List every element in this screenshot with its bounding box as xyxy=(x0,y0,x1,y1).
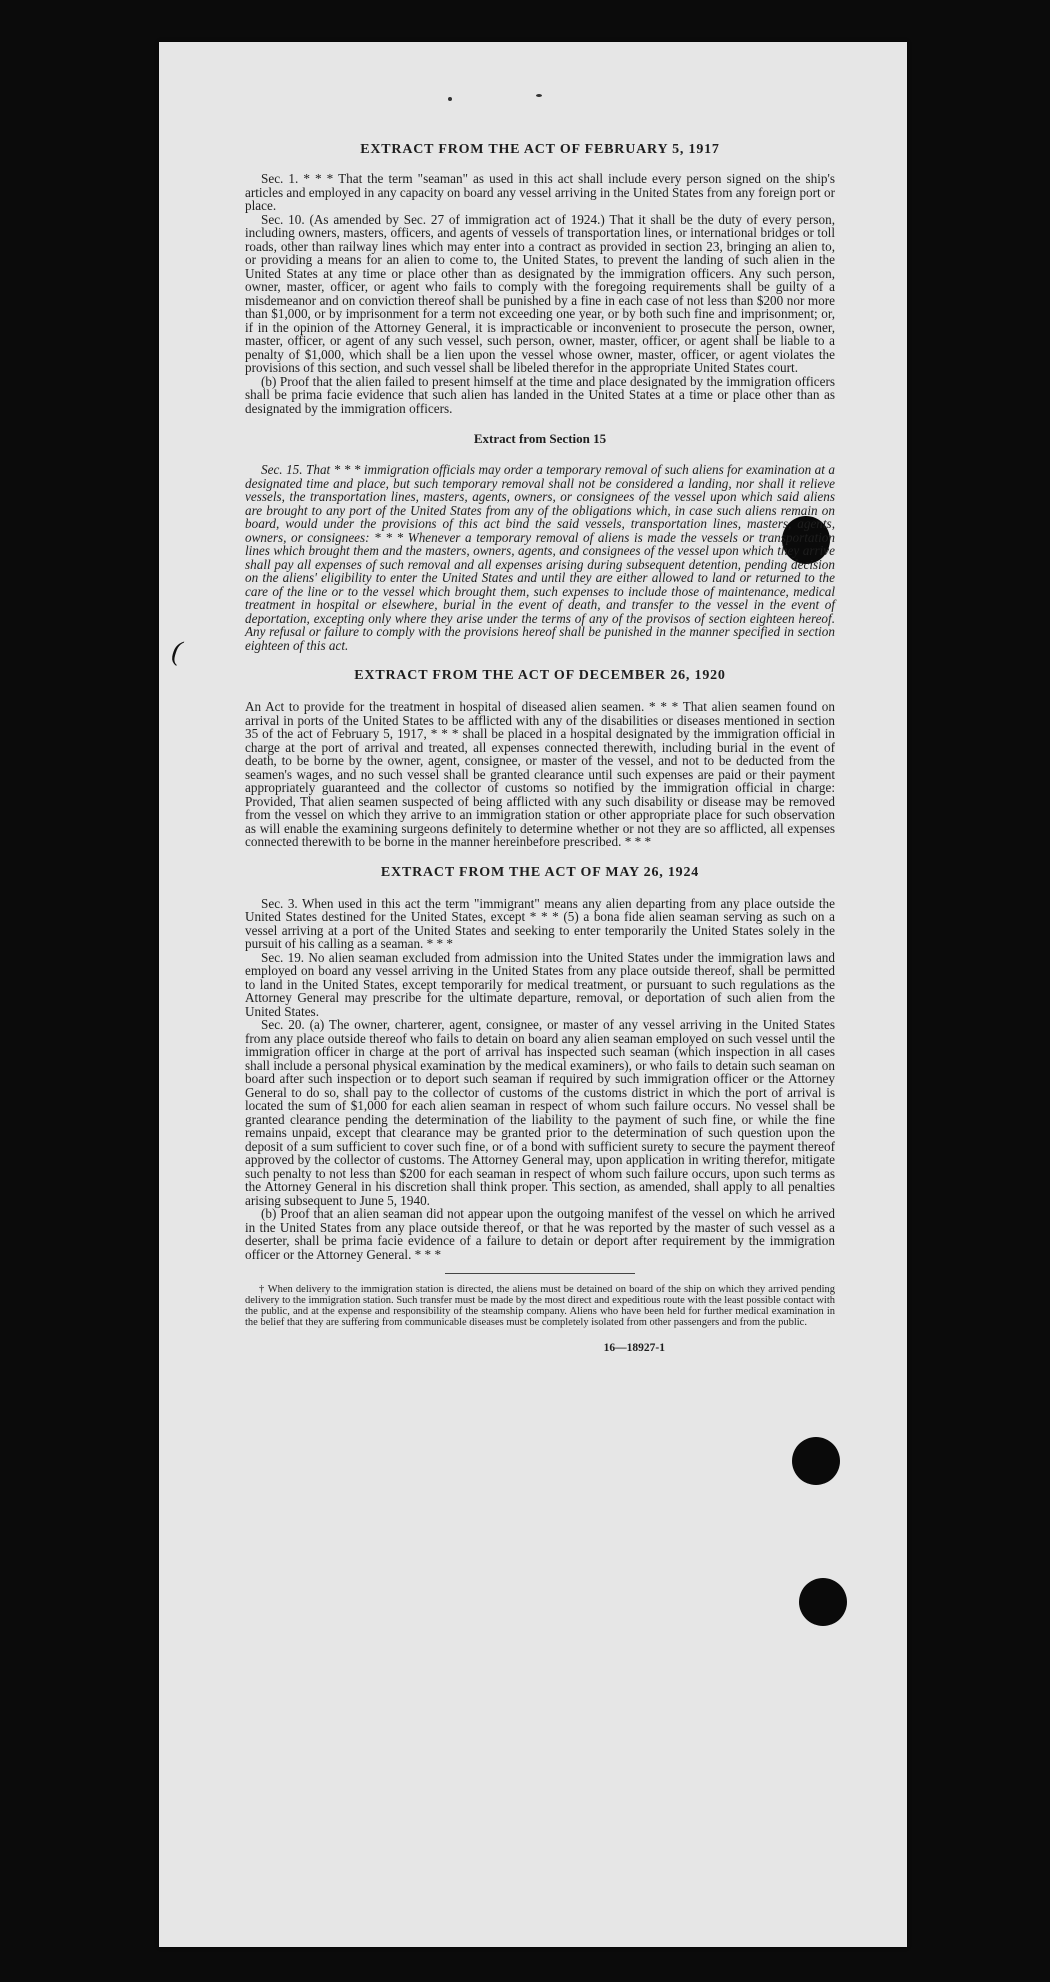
section-title-feb-1917: EXTRACT FROM THE ACT OF FEBRUARY 5, 1917 xyxy=(360,142,720,157)
section-title-section-15: Extract from Section 15 xyxy=(473,431,607,446)
paragraph-sec-19: Sec. 19. No alien seaman excluded from admission into the United States under the immigration laws and employed on board any vessel arriving in the United States from any place outside thereof, shall be permitted to land in the United States, except temporarily for medical treatment, or pursuant to such regulations as the Attorney General may prescribe for the ultimate departure, removal, or deportation of such alien from the United States. xyxy=(245,949,835,1019)
section-title-may-1924: EXTRACT FROM THE ACT OF MAY 26, 1924 xyxy=(380,864,700,880)
paragraph-act-1920: An Act to provide for the treatment in hospital of diseased alien seamen. * * * That alien seamen found on arrival in ports of the United States to be afflicted with any of the disabilities or diseases mentioned in section 35 of the act of February 5, 1917, * * * shall be placed in a hospital designated by the immigration official in charge at the port of arrival and treated, all expenses connected therewith, including burial in the event of death, to be borne by the owner, agent, consignee, or master of the vessel, and not to be deducted from the seamen's wages, and no such vessel shall be granted clearance until such expenses are paid or their payment appropriately guaranteed and the collector of customs so notified by the immigration official in charge: Provided, That alien seamen suspected of being afflicted with any such disability or disease may be removed from the vessel on which they arrive to an immigration station or other appropriate place for such observation as will enable the examining surgeons definitely to determine whether or not they are so afflicted, all expenses connected therewith to be borne in the manner hereinbefore prescribed. * * * xyxy=(245,699,835,849)
paragraph-sec-20a: Sec. 20. (a) The owner, charterer, agent, consignee, or master of any vessel arriving in the United States from any place outside thereof who fails to detain on board any alien seaman employed on such vessel until the immigration officer in charge at the port of arrival has inspected such seaman (which inspection in all cases shall include a personal physical examination by the medical examiners), or who fails to detain such seaman on board after such inspection or to deport such seaman if required by such immigration officer or the Attorney General to do so, shall pay to the collector of customs of the customs district in which the port of arrival is located the sum of $1,000 for each alien seaman in respect of whom such failure occurs. No vessel shall be granted clearance pending the determination of the liability to the payment of such fine, or while the fine remains unpaid, except that clearance may be granted prior to the determination of such question upon the deposit of a sum sufficient to cover such fine, or of a bond with sufficient surety to secure the payment thereof approved by the collector of customs. The Attorney General may, upon application in writing therefor, mitigate such penalty to not less than $200 for each seaman in respect of whom such failure occurs, upon such terms as the Attorney General in his discretion shall think proper. This section, as amended, shall apply to all penalties arising subsequent to June 5, 1940. xyxy=(245,1017,835,1208)
paper-speck xyxy=(448,97,452,101)
paragraph-sec-1: Sec. 1. * * * That the term "seaman" as used in this act shall include every person signed on the ship's articles and employed in any capacity on board any vessel arriving in the United States from any foreign port or place. xyxy=(245,171,835,213)
document-body xyxy=(245,142,835,1354)
paragraph-sec-20b: (b) Proof that an alien seaman did not appear upon the outgoing manifest of the vessel on which he arrived in the United States from any place outside thereof, or that he was reported by the master of such vessel as a deserter, shall be prima facie evidence of a failure to detain or deport after requirement by the immigration officer or the Attorney General. * * * xyxy=(245,1206,835,1262)
section-title-dec-1920: EXTRACT FROM THE ACT OF DECEMBER 26, 1920 xyxy=(354,668,726,683)
punch-hole-icon xyxy=(799,1578,847,1626)
paragraph-sec-10: Sec. 10. (As amended by Sec. 27 of immigration act of 1924.) That it shall be the duty of every person, including owners, masters, officers, and agents of vessels of transportation lines, or international bridges or toll roads, other than railway lines which may enter into a contract as provided in section 23, bringing an alien to, or providing a means for an alien to come to, the United States, to prevent the landing of such alien in the United States at any time or place other than as designated by the immigration officers. Any such person, owner, master, officer, or agent who fails to comply with the foregoing requirements shall be guilty of a misdemeanor and on conviction thereof shall be punished by a fine in each case of not less than $200 nor more than $1,000, or by imprisonment for a term not exceeding one year, or by both such fine and imprisonment; or, if in the opinion of the Attorney General, it is impracticable or inconvenient to prosecute the person, owner, master, officer, or agent of any such vessel, such person, owner, master, officer, or agent shall be liable to a penalty of $1,000, which shall be a lien upon the vessel whose owner, master, officer, or agent violates the provisions of this section, and such vessel shall be libeled therefor in the appropriate United States court. xyxy=(245,211,835,375)
paragraph-sec-15: Sec. 15. That * * * immigration officials may order a temporary removal of such aliens for examination at a designated time and place, but such temporary removal shall not be considered a landing, nor shall it relieve vessels, the transportation lines, masters, agents, owners, or consignees of the vessel upon which said aliens are brought to any port of the United States from any of the obligations which, in case such aliens remain on board, would under the provisions of this act bind the said vessels, transportation lines, masters, agents, owners, or consignees: * * * Whenever a temporary removal of aliens is made the vessels or transportation lines which brought them and the masters, owners, agents, and consignees of the vessel upon which they arrive shall pay all expenses of such removal and all expenses arising during subsequent detention, pending decision on the aliens' eligibility to enter the United States and until they are either allowed to land or returned to the care of the line or to the vessel which brought them, such expenses to include those of maintenance, medical treatment in hospital or elsewhere, burial in the event of death, and transfer to the vessel in the event of deportation, excepting only where they arise under the terms of any of the provisos of section eighteen hereof. Any refusal or failure to comply with the provisions hereof shall be punished in the manner specified in section eighteen of this act. xyxy=(245,462,835,653)
document-page xyxy=(159,42,907,1947)
footnote: † When delivery to the immigration station is directed, the aliens must be detained on board of the ship on which they arrived pending delivery to the immigration station. Such transfer must be made by the most direct and expeditious route with the least possible contact with the public, and at the expense and responsibility of the steamship company. Aliens who have been held for further medical examination in the belief that they are suffering from communicable diseases must be completely isolated from other passengers and from the public. xyxy=(245,1284,835,1328)
form-code: 16—18927-1 xyxy=(603,1342,665,1354)
margin-mark: ( xyxy=(169,635,184,668)
paragraph-sec-3: Sec. 3. When used in this act the term "immigrant" means any alien departing from any place outside the United States destined for the United States, except * * * (5) a bona fide alien seaman serving as such on a vessel arriving at a port of the United States and seeking to enter temporarily the United States solely in the pursuit of his calling as a seaman. * * * xyxy=(245,895,835,951)
paper-speck xyxy=(536,94,542,97)
punch-hole-icon xyxy=(792,1437,840,1485)
paragraph-sec-10b: (b) Proof that the alien failed to present himself at the time and place designated by the immigration officers shall be prima facie evidence that such alien has landed in the United States at a time or place other than as designated by the immigration officers. xyxy=(245,373,835,416)
